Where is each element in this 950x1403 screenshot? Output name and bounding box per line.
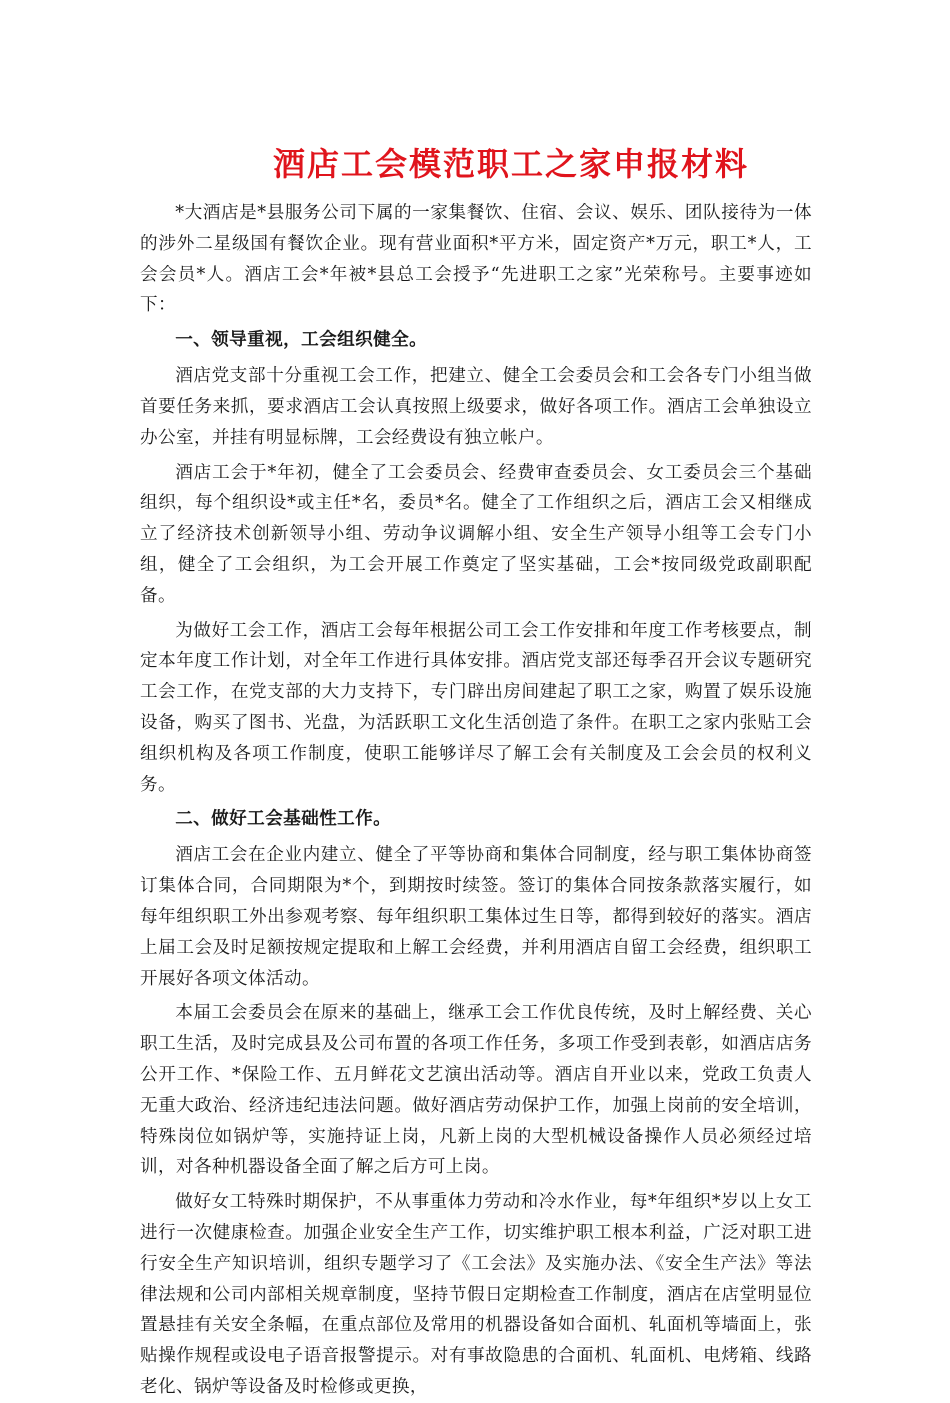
document-title: 酒店工会模范职工之家申报材料 (272, 145, 749, 183)
body-paragraph: 酒店党支部十分重视工会工作，把建立、健全工会委员会和工会各专门小组当做首要任务来抓，要求酒店工会认真按照上级要求，做好各项工作。酒店工会单独设立办公室，并挂有明显标牌，工会经费设有独立帐户。 (140, 366, 812, 448)
body-paragraph: 酒店工会在企业内建立、健全了平等协商和集体合同制度，经与职工集体协商签订集体合同，合同期限为*个，到期按时续签。签订的集体合同按条款落实履行，如每年组织职工外出参观考察、每年组织职工集体过生日等，都得到较好的落实。酒店上届工会及时足额按规定提取和上解工会经费，并利用酒店自留工会经费，组织职工开展好各项文体活动。 (140, 845, 812, 989)
body-paragraph: 酒店工会于*年初，健全了工会委员会、经费审查委员会、女工委员会三个基础组织，每个组织设*或主任*名，委员*名。健全了工作组织之后，酒店工会又相继成立了经济技术创新领导小组、劳动争议调解小组、安全生产领导小组等工会专门小组，健全了工会组织，为工会开展工作奠定了坚实基础，工会*按同级党政副职配备。 (140, 462, 812, 606)
body-paragraph: 为做好工会工作，酒店工会每年根据公司工会工作安排和年度工作考核要点，制定本年度工作计划，对全年工作进行具体安排。酒店党支部还每季召开会议专题研究工会工作，在党支部的大力支持下，专门辟出房间建起了职工之家，购置了娱乐设施设备，购买了图书、光盘，为活跃职工文化生活创造了条件。在职工之家内张贴工会组织机构及各项工作制度，使职工能够详尽了解工会有关制度及工会会员的权利义务。 (140, 620, 812, 795)
body-paragraph: 本届工会委员会在原来的基础上，继承工会工作优良传统，及时上解经费、关心职工生活，及时完成县及公司布置的各项工作任务，多项工作受到表彰，如酒店店务公开工作、*保险工作、五月鲜花文艺演出活动等。酒店自开业以来，党政工负责人无重大政治、经济违纪违法问题。做好酒店劳动保护工作，加强上岗前的安全培训，特殊岗位如锅炉等，实施持证上岗，凡新上岗的大型机械设备操作人员必须经过培训，对各种机器设备全面了解之后方可上岗。 (140, 1003, 812, 1178)
section-heading-1: 一、领导重视，工会组织健全。 (175, 329, 428, 351)
section-heading-2: 二、做好工会基础性工作。 (175, 808, 392, 830)
intro-paragraph: *大酒店是*县服务公司下属的一家集餐饮、住宿、会议、娱乐、团队接待为一体的涉外二星级国有餐饮企业。现有营业面积*平方米，固定资产*万元，职工*人，工会会员*人。酒店工会*年被*县总工会授予“先进职工之家”光荣称号。主要事迹如下： (140, 203, 812, 316)
body-paragraph: 做好女工特殊时期保护，不从事重体力劳动和冷水作业，每*年组织*岁以上女工进行一次健康检查。加强企业安全生产工作，切实维护职工根本利益，广泛对职工进行安全生产知识培训，组织专题学习了《工会法》及实施办法、《安全生产法》等法律法规和公司内部相关规章制度，坚持节假日定期检查工作制度，酒店在店堂明显位置悬挂有关安全条幅，在重点部位及常用的机器设备如合面机、轧面机等墙面上，张贴操作规程或设电子语音报警提示。对有事故隐患的合面机、轧面机、电烤箱、线路老化、锅炉等设备及时检修或更换， (140, 1192, 812, 1397)
